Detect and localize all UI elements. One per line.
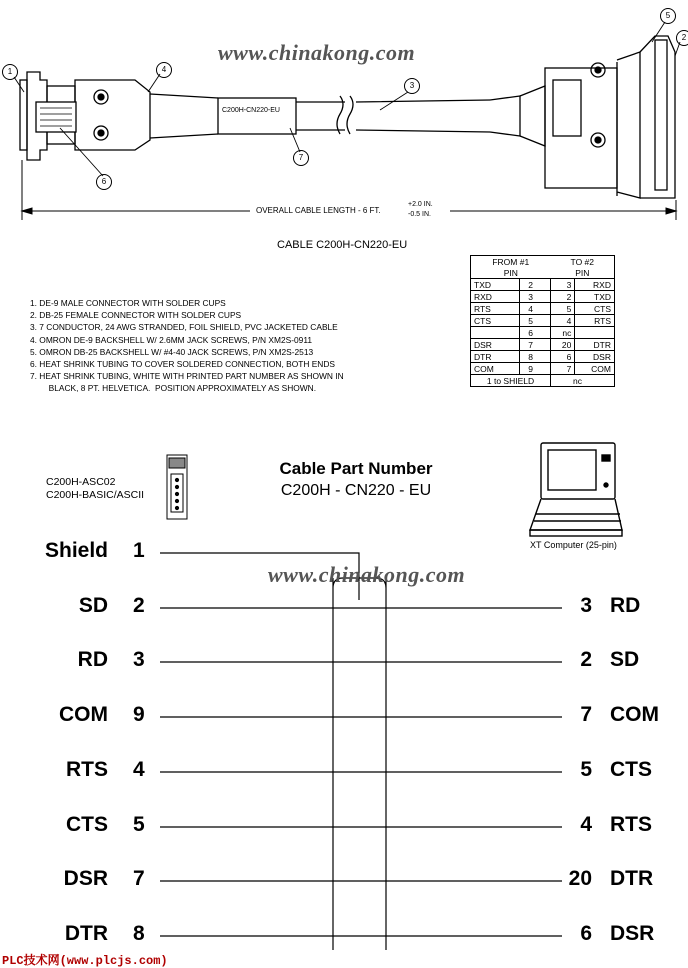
header-to: TO #2 xyxy=(551,256,615,268)
table-cell: 7 xyxy=(551,363,575,375)
table-cell: 5 xyxy=(551,303,575,315)
wire-right-pin: 6 xyxy=(580,922,592,945)
note-item: 3. 7 CONDUCTOR, 24 AWG STRANDED, FOIL SHIELD, PVC JACKETED CABLE xyxy=(30,322,338,333)
table-cell: CTS xyxy=(575,303,615,315)
table-cell: 1 to SHIELD xyxy=(471,375,551,387)
table-cell: DSR xyxy=(471,339,520,351)
unit-label-asc02: C200H-ASC02 xyxy=(46,476,116,488)
table-cell: TXD xyxy=(471,279,520,291)
subheader-from: PIN xyxy=(471,267,551,279)
table-cell: 20 xyxy=(551,339,575,351)
wire-right-signal: RD xyxy=(610,594,641,617)
table-cell: nc xyxy=(551,375,615,387)
cable-body xyxy=(218,96,520,136)
table-cell xyxy=(471,327,520,339)
length-tol-minus: -0.5 IN. xyxy=(408,211,431,218)
part-title: Cable Part Number xyxy=(279,459,433,478)
wire-right-signal: SD xyxy=(610,648,640,671)
wire-left-pin: 7 xyxy=(133,867,145,890)
table-cell: RXD xyxy=(575,279,615,291)
table-row xyxy=(471,279,615,291)
wire-left-signal: COM xyxy=(59,703,108,726)
watermark-middle: www.chinakong.com xyxy=(268,562,466,587)
note-item: BLACK, 8 PT. HELVETICA. POSITION APPROXIMATELY AS SHOWN. xyxy=(30,383,317,394)
table-cell: RTS xyxy=(575,315,615,327)
callout-5: 5 xyxy=(660,8,676,24)
cable-shield-outline xyxy=(333,578,386,950)
callout-2: 2 xyxy=(676,30,688,46)
table-row xyxy=(471,339,615,351)
table-cell: 3 xyxy=(551,279,575,291)
table-cell: COM xyxy=(471,363,520,375)
table-row xyxy=(471,375,615,387)
header-from: FROM #1 xyxy=(471,256,551,268)
table-cell: CTS xyxy=(471,315,520,327)
wire-left-pin: 5 xyxy=(133,813,145,836)
wire-right-pin: 3 xyxy=(580,594,592,617)
length-text: OVERALL CABLE LENGTH - 6 FT. xyxy=(256,206,381,215)
site-footer: PLC技术网(www.plcjs.com) xyxy=(2,954,168,968)
wire-left-signal: CTS xyxy=(66,813,108,836)
table-cell: DSR xyxy=(575,351,615,363)
wire-right-signal: CTS xyxy=(610,758,652,781)
wire-left-pin: 9 xyxy=(133,703,145,726)
table-cell: 8 xyxy=(520,351,551,363)
unit-labels xyxy=(46,476,144,502)
notes-list xyxy=(30,297,344,395)
note-item: 7. HEAT SHRINK TUBING, WHITE WITH PRINTED PART NUMBER AS SHOWN IN xyxy=(30,371,344,382)
length-tol-plus: +2.0 IN. xyxy=(408,201,433,208)
table-cell: COM xyxy=(575,363,615,375)
plc-module-icon xyxy=(167,455,187,519)
table-cell: 7 xyxy=(520,339,551,351)
table-row xyxy=(471,327,615,339)
wire-left-signal: DSR xyxy=(63,867,108,890)
pin-table xyxy=(470,255,615,387)
table-cell xyxy=(575,327,615,339)
wire-left-signal: DTR xyxy=(64,922,108,945)
wire-right-pin: 2 xyxy=(580,648,592,671)
wire-left-signal: Shield xyxy=(44,539,108,562)
table-row xyxy=(471,363,615,375)
table-cell: 9 xyxy=(520,363,551,375)
table-header-row xyxy=(471,256,615,268)
table-cell: TXD xyxy=(575,291,615,303)
watermark-top: www.chinakong.com xyxy=(218,40,416,65)
part-number: C200H - CN220 - EU xyxy=(280,482,432,499)
wire-left-pin: 1 xyxy=(133,539,145,562)
cable-assembly-drawing xyxy=(0,0,688,230)
wire-right-pin: 20 xyxy=(568,867,592,890)
cable-title: CABLE C200H-CN220-EU xyxy=(277,239,408,251)
computer-icon xyxy=(530,443,622,536)
table-subheader-row xyxy=(471,267,615,279)
table-cell: 2 xyxy=(551,291,575,303)
wire-right-signal: DSR xyxy=(610,922,655,945)
wire-left-signal: RD xyxy=(77,648,108,671)
length-label xyxy=(256,201,433,218)
table-row xyxy=(471,303,615,315)
cable-label: C200H-CN220-EU xyxy=(222,107,280,114)
wire-right-signal: COM xyxy=(610,703,659,726)
callout-6: 6 xyxy=(96,174,112,190)
wire-lines xyxy=(160,608,562,936)
table-cell: RTS xyxy=(471,303,520,315)
table-cell: 3 xyxy=(520,291,551,303)
table-cell: DTR xyxy=(575,339,615,351)
note-item: 2. DB-25 FEMALE CONNECTOR WITH SOLDER CUPS xyxy=(30,310,242,321)
note-item: 4. OMRON DE-9 BACKSHELL W/ 2.6MM JACK SCREWS, P/N XM2S-0911 xyxy=(30,334,313,345)
wire-right-pin: 4 xyxy=(580,813,592,836)
table-cell: 4 xyxy=(520,303,551,315)
table-cell: 2 xyxy=(520,279,551,291)
wire-left-pin: 3 xyxy=(133,648,145,671)
wire-left-signal: SD xyxy=(78,594,108,617)
table-cell: 5 xyxy=(520,315,551,327)
table-cell: 6 xyxy=(520,327,551,339)
subheader-to: PIN xyxy=(551,267,615,279)
wire-right-signal: RTS xyxy=(610,813,652,836)
callout-4: 4 xyxy=(156,62,172,78)
wire-right-pin: 5 xyxy=(580,758,592,781)
de9-connector xyxy=(20,72,218,160)
wire-left-pin: 4 xyxy=(133,758,145,781)
note-item: 6. HEAT SHRINK TUBING TO COVER SOLDERED CONNECTION, BOTH ENDS xyxy=(30,359,335,370)
callout-7: 7 xyxy=(293,150,309,166)
wire-left-signal: RTS xyxy=(66,758,108,781)
wire-right-signal: DTR xyxy=(610,867,654,890)
db25-connector xyxy=(520,36,675,198)
table-cell: 4 xyxy=(551,315,575,327)
callout-3: 3 xyxy=(404,78,420,94)
note-item: 5. OMRON DB-25 BACKSHELL W/ #4-40 JACK SCREWS, P/N XM2S-2513 xyxy=(30,346,314,357)
unit-label-basic: C200H-BASIC/ASCII xyxy=(46,489,145,501)
wire-left-pin: 2 xyxy=(133,594,145,617)
wire-right-pin: 7 xyxy=(580,703,592,726)
table-cell: RXD xyxy=(471,291,520,303)
table-cell: 6 xyxy=(551,351,575,363)
table-row xyxy=(471,291,615,303)
table-row xyxy=(471,315,615,327)
computer-label: XT Computer (25-pin) xyxy=(530,540,617,550)
table-cell: DTR xyxy=(471,351,520,363)
table-row xyxy=(471,351,615,363)
callout-1: 1 xyxy=(2,64,18,80)
note-item: 1. DE-9 MALE CONNECTOR WITH SOLDER CUPS xyxy=(30,298,226,308)
wire-left-pin: 8 xyxy=(133,922,145,945)
table-cell: nc xyxy=(551,327,575,339)
